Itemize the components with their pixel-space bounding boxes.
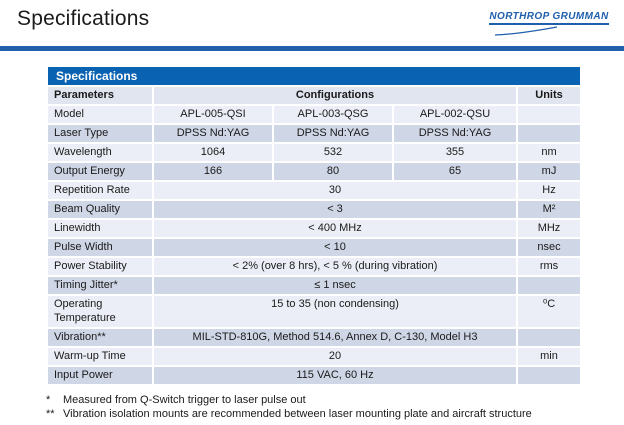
- param-cell: Beam Quality: [47, 200, 153, 219]
- table-row: [47, 276, 581, 295]
- unit-cell: [517, 105, 581, 124]
- table-row: [47, 124, 581, 143]
- page-title: Specifications: [17, 7, 150, 30]
- value-cell: 65: [393, 162, 517, 181]
- value-cell: < 10: [153, 238, 517, 257]
- table-title-bar: [47, 66, 581, 86]
- table-row: [47, 328, 581, 347]
- table-row: [47, 162, 581, 181]
- table-title: Specifications: [47, 66, 581, 86]
- table-row: [47, 295, 581, 328]
- value-cell: DPSS Nd:YAG: [153, 124, 273, 143]
- value-cell: APL-002-QSU: [393, 105, 517, 124]
- unit-cell: ⁰C: [517, 295, 581, 328]
- value-cell: DPSS Nd:YAG: [393, 124, 517, 143]
- unit-cell: [517, 276, 581, 295]
- value-cell: < 400 MHz: [153, 219, 517, 238]
- unit-cell: [517, 124, 581, 143]
- table-row: [47, 143, 581, 162]
- footnote-line: [46, 393, 606, 407]
- header-configurations: Configurations: [153, 86, 517, 105]
- unit-cell: Hz: [517, 181, 581, 200]
- header-parameters: Parameters: [47, 86, 153, 105]
- param-cell: Vibration**: [47, 328, 153, 347]
- footnote-text: Vibration isolation mounts are recommended between laser mounting plate and aircraft structure: [63, 408, 532, 421]
- specifications-table: [46, 65, 580, 386]
- param-cell: Repetition Rate: [47, 181, 153, 200]
- table-header-row: [47, 86, 581, 105]
- table-row: [47, 366, 581, 385]
- param-cell: Input Power: [47, 366, 153, 385]
- header-units: Units: [517, 86, 581, 105]
- footnotes: [46, 393, 606, 422]
- table-row: [47, 257, 581, 276]
- value-cell: 30: [153, 181, 517, 200]
- param-cell: Pulse Width: [47, 238, 153, 257]
- param-cell: Power Stability: [47, 257, 153, 276]
- value-cell: 80: [273, 162, 393, 181]
- unit-cell: [517, 366, 581, 385]
- value-cell: < 3: [153, 200, 517, 219]
- table-row: [47, 200, 581, 219]
- unit-cell: [517, 328, 581, 347]
- table-row: [47, 219, 581, 238]
- footnote-marker: **: [46, 408, 55, 421]
- value-cell: 15 to 35 (non condensing): [153, 295, 517, 328]
- value-cell: 355: [393, 143, 517, 162]
- value-cell: 20: [153, 347, 517, 366]
- param-cell: Linewidth: [47, 219, 153, 238]
- table-row: [47, 181, 581, 200]
- value-cell: 1064: [153, 143, 273, 162]
- unit-cell: MHz: [517, 219, 581, 238]
- table-row: [47, 105, 581, 124]
- value-cell: DPSS Nd:YAG: [273, 124, 393, 143]
- value-cell: 532: [273, 143, 393, 162]
- title-divider-rule: [0, 46, 624, 51]
- value-cell: 166: [153, 162, 273, 181]
- param-cell: Model: [47, 105, 153, 124]
- value-cell: MIL-STD-810G, Method 514.6, Annex D, C-130, Model H3: [153, 328, 517, 347]
- unit-cell: mJ: [517, 162, 581, 181]
- value-cell: < 2% (over 8 hrs), < 5 % (during vibration): [153, 257, 517, 276]
- param-cell: Operating Temperature: [47, 295, 153, 328]
- footnote-text: Measured from Q-Switch trigger to laser pulse out: [63, 394, 306, 406]
- param-cell: Timing Jitter*: [47, 276, 153, 295]
- footnote-marker: *: [46, 394, 51, 406]
- value-cell: 115 VAC, 60 Hz: [153, 366, 517, 385]
- table-row: [47, 347, 581, 366]
- logo-swoosh-icon: [489, 25, 609, 37]
- param-cell: Laser Type: [47, 124, 153, 143]
- northrop-grumman-logo-text: NORTHROP GRUMMAN: [489, 11, 608, 25]
- param-cell: Wavelength: [47, 143, 153, 162]
- table-row: [47, 238, 581, 257]
- value-cell: ≤ 1 nsec: [153, 276, 517, 295]
- param-cell: Warm-up Time: [47, 347, 153, 366]
- unit-cell: nsec: [517, 238, 581, 257]
- param-cell: Output Energy: [47, 162, 153, 181]
- unit-cell: min: [517, 347, 581, 366]
- unit-cell: nm: [517, 143, 581, 162]
- unit-cell: M²: [517, 200, 581, 219]
- value-cell: APL-003-QSG: [273, 105, 393, 124]
- value-cell: APL-005-QSI: [153, 105, 273, 124]
- footnote-line: [46, 407, 606, 421]
- northrop-grumman-logo: [489, 6, 609, 37]
- unit-cell: rms: [517, 257, 581, 276]
